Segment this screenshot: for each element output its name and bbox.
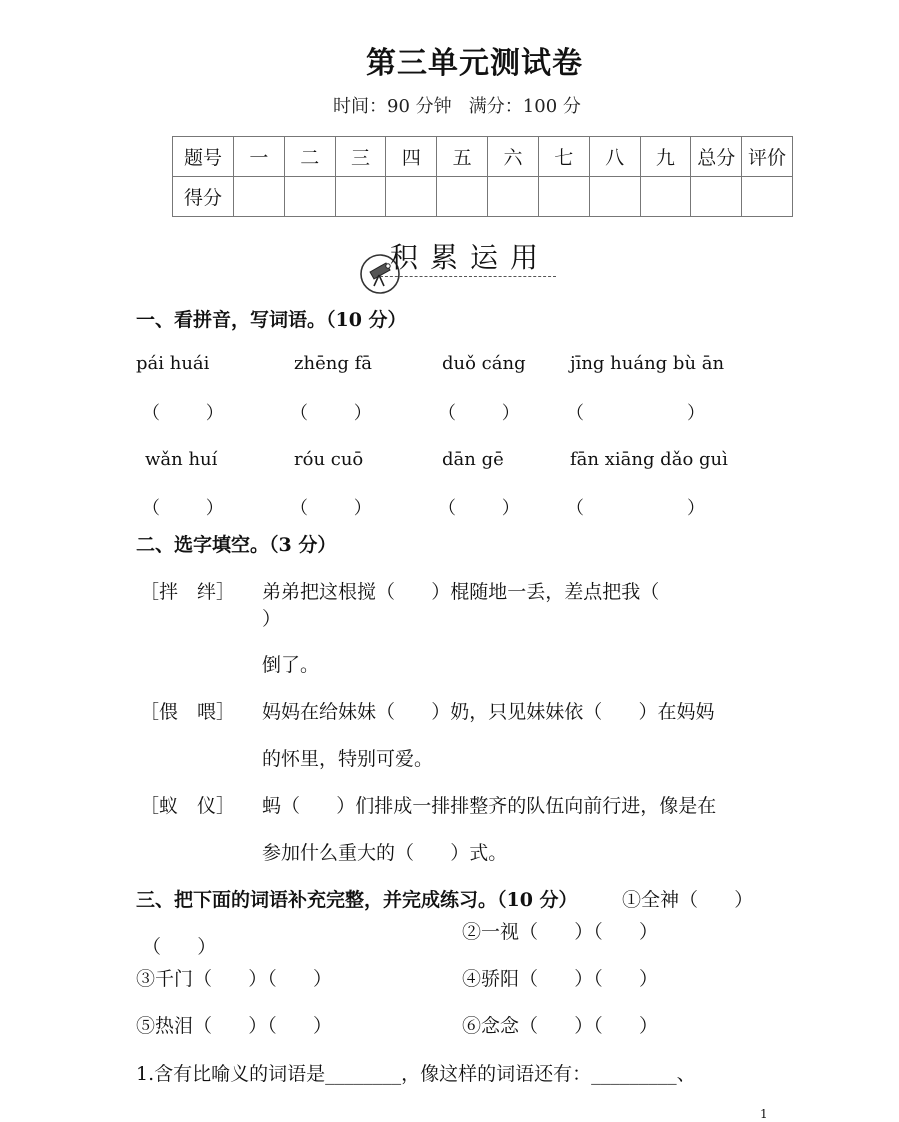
table-cell: 三 <box>335 137 386 177</box>
score-input-cell[interactable] <box>488 177 539 217</box>
score-table <box>172 136 793 217</box>
idiom-item: ④骄阳（ ）（ ） <box>462 968 658 990</box>
score-input-cell[interactable] <box>437 177 488 217</box>
score-input-cell[interactable] <box>742 177 793 217</box>
section-banner-title: 积累运用 <box>390 241 551 274</box>
sentence-line: 的怀里，特别可爱。 <box>262 748 434 770</box>
pinyin-item: jīng huáng bù ān <box>570 353 725 374</box>
choice-pair: ［蚁 仪］ <box>140 795 236 817</box>
table-cell: 总分 <box>691 137 742 177</box>
answer-blank[interactable]: （ ） <box>438 498 520 519</box>
score-input-cell[interactable] <box>234 177 285 217</box>
score-input-cell[interactable] <box>691 177 742 217</box>
score-table-header-row <box>173 137 793 177</box>
table-cell: 五 <box>437 137 488 177</box>
page-subtitle: 时间：90 分钟 满分：100 分 <box>333 96 581 117</box>
table-cell: 得分 <box>173 177 234 217</box>
pinyin-item: wǎn huí <box>145 449 218 470</box>
table-cell: 一 <box>234 137 285 177</box>
question-2-heading: 二、选字填空。（3 分） <box>136 534 337 556</box>
score-input-cell[interactable] <box>538 177 589 217</box>
answer-blank[interactable]: （ ） <box>566 403 705 424</box>
sentence-line: 倒了。 <box>262 654 320 676</box>
choice-pair: ［拌 绊］ <box>140 581 236 603</box>
sub-question-1: 1.含有比喻义的词语是________，像这样的词语还有：_________、 <box>136 1063 696 1085</box>
sentence-line: ） <box>262 608 282 630</box>
page-title: 第三单元测试卷 <box>366 46 583 81</box>
sentence-line: 参加什么重大的（ ）式。 <box>262 842 508 864</box>
pinyin-item: fān xiāng dǎo guì <box>570 449 728 470</box>
idiom-item: ⑤热泪（ ）（ ） <box>136 1015 332 1037</box>
idiom-item: ②一视（ ）（ ） <box>462 921 658 943</box>
question-1-heading: 一、看拼音，写词语。（10 分） <box>136 309 407 331</box>
table-cell: 评价 <box>742 137 793 177</box>
table-cell: 八 <box>589 137 640 177</box>
table-cell: 二 <box>284 137 335 177</box>
table-cell: 九 <box>640 137 691 177</box>
score-input-cell[interactable] <box>386 177 437 217</box>
score-input-cell[interactable] <box>640 177 691 217</box>
idiom-item: ③千门（ ）（ ） <box>136 968 332 990</box>
pinyin-item: róu cuō <box>294 449 364 470</box>
sentence-line: 妈妈在给妹妹（ ）奶，只见妹妹依（ ）在妈妈 <box>262 701 715 723</box>
table-cell: 七 <box>538 137 589 177</box>
score-table-score-row <box>173 177 793 217</box>
idiom-item: （ ） <box>142 936 217 958</box>
table-cell: 题号 <box>173 137 234 177</box>
sentence-line: 弟弟把这根搅（ ）棍随地一丢，差点把我（ <box>262 581 660 603</box>
answer-blank[interactable]: （ ） <box>142 498 224 519</box>
pinyin-item: pái huái <box>136 353 210 374</box>
pinyin-item: dān gē <box>442 449 504 470</box>
answer-blank[interactable]: （ ） <box>438 403 520 424</box>
table-cell: 四 <box>386 137 437 177</box>
answer-blank[interactable]: （ ） <box>566 498 705 519</box>
choice-pair: ［偎 喂］ <box>140 701 236 723</box>
page-number: 1 <box>760 1107 768 1121</box>
score-input-cell[interactable] <box>284 177 335 217</box>
pinyin-item: zhēng fā <box>294 353 372 374</box>
idiom-item: ⑥念念（ ）（ ） <box>462 1015 658 1037</box>
sentence-line: 蚂（ ）们排成一排排整齐的队伍向前行进，像是在 <box>262 795 717 817</box>
banner-underline <box>380 276 556 277</box>
score-input-cell[interactable] <box>335 177 386 217</box>
answer-blank[interactable]: （ ） <box>142 403 224 424</box>
pinyin-item: duǒ cáng <box>442 353 526 374</box>
answer-blank[interactable]: （ ） <box>290 403 372 424</box>
idiom-item: ①全神（ ） <box>622 889 754 911</box>
question-3-heading: 三、把下面的词语补充完整，并完成练习。（10 分） <box>136 889 578 911</box>
score-input-cell[interactable] <box>589 177 640 217</box>
answer-blank[interactable]: （ ） <box>290 498 372 519</box>
table-cell: 六 <box>488 137 539 177</box>
